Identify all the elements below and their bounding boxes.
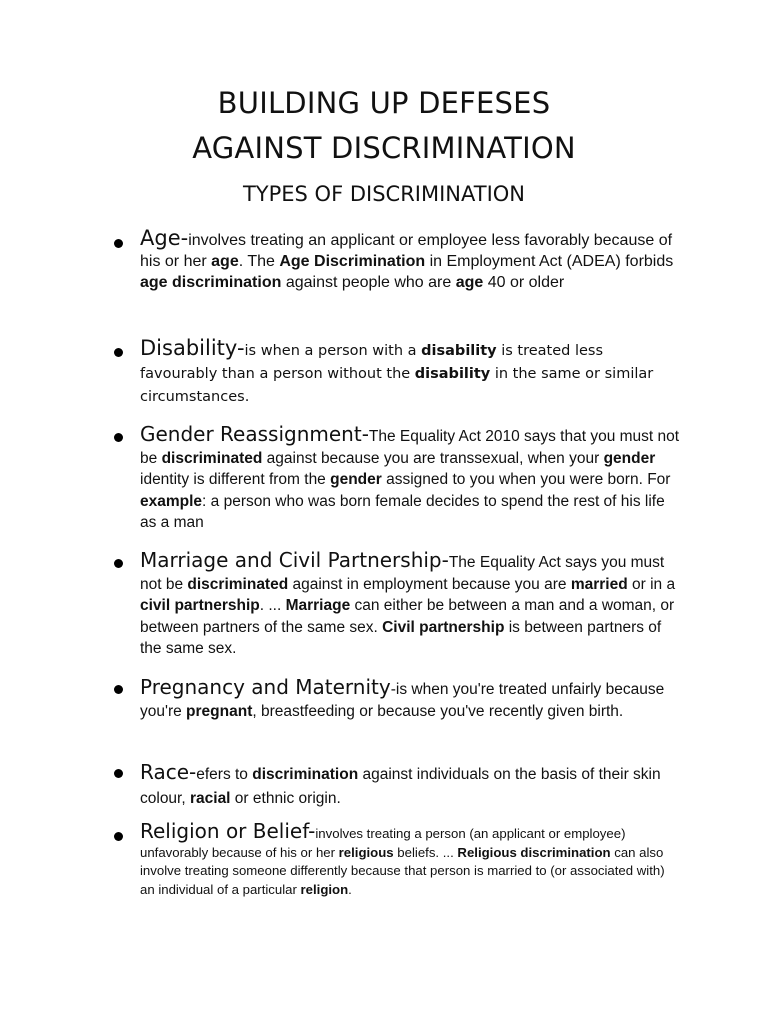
text-run: , breastfeeding or because you've recently given birth. [252,703,624,720]
item-body [140,766,661,807]
text-run: identity is different from the [140,471,331,488]
text-run: or ethnic origin. [230,790,341,807]
text-run: in Employment Act (ADEA) forbids [425,253,674,270]
item-heading: Age- [140,226,189,250]
bold-run: Marriage [285,597,351,614]
item-text [140,228,680,293]
text-run: efers to [196,766,253,783]
bold-run: discriminated [161,449,263,467]
item-heading: Disability- [140,336,245,360]
item-heading: Marriage and Civil Partnership- [140,548,449,572]
bullet-icon [114,348,123,357]
bold-run: racial [189,790,231,807]
text-run: against individuals on the basis of their skin colour, [140,766,661,807]
subtitle: TYPES OF DISCRIMINATION [242,182,526,206]
text-run: beliefs. ... [393,844,458,860]
title-line-2: AGAINST DISCRIMINATION [192,131,576,165]
text-run: can either be between a man and a woman, or between partners of the same sex. [140,597,675,636]
text-run: against because you are transsexual, when your [262,449,604,467]
bold-run: age discrimination [140,274,282,291]
bullet-icon [114,559,123,568]
item-text [140,337,680,409]
item-text [140,760,680,811]
bold-run: pregnant [186,703,253,720]
text-run: against in employment because you are [288,575,571,593]
bold-run: age [455,274,484,291]
item-text [140,424,680,534]
bold-run: gender [603,449,656,467]
item-heading: Gender Reassignment- [140,422,369,446]
text-run: 40 or older [483,274,565,291]
item-text [140,676,680,723]
bullet-icon [114,832,123,841]
bullet-icon [114,433,123,442]
text-run: . The [238,253,280,270]
text-run: : a person who was born female decides to spend the rest of his life as a man [140,492,665,531]
bold-run: example [140,492,203,510]
bold-run: Religious discrimination [457,844,611,860]
item-text [140,550,680,660]
item-heading: Religion or Belief- [140,819,316,843]
bullet-icon [114,239,123,248]
bold-run: married [570,575,628,593]
bold-run: religious [338,844,394,860]
bullet-icon [114,685,123,694]
text-run: . [348,881,352,897]
bold-run: discriminated [187,575,289,593]
bold-run: gender [330,471,382,488]
title-line-1: BUILDING UP DEFESES [217,86,551,120]
text-run: assigned to you when you were born. For [381,471,671,488]
item-heading: Pregnancy and Maternity [140,675,391,699]
bold-run: disability [421,343,497,359]
bold-run: discrimination [252,766,359,783]
text-run: in the same or similar circumstances. [140,366,654,405]
text-run: involves treating an applicant or employee less favorably because of his or her [140,232,673,270]
text-run: is when a person with a [244,343,422,359]
text-run: against people who are [281,274,456,291]
text-run: can also involve treating someone differently because that person is married to (or associated with) an individual of a particular [140,844,665,897]
text-run: The Equality Act says you must not be [140,554,665,593]
bold-run: disability [414,366,491,382]
text-run: The Equality Act 2010 says that you must not be [140,428,680,467]
bold-run: civil partnership [140,597,260,614]
text-run: . ... [259,597,286,614]
bold-run: religion [300,881,349,897]
text-run: is between partners of the same sex. [140,618,662,657]
item-text [140,819,680,899]
item-body [140,232,673,291]
text-run: or in a [627,575,676,593]
text-run: -is when you're treated unfairly because you're [140,681,665,720]
bold-run: Civil partnership [382,618,505,636]
text-run: is treated less favourably than a person without the [140,343,604,382]
bold-run: Age Discrimination [279,253,426,270]
bold-run: age [211,253,239,270]
text-run: involves treating a person (an applicant or employee) unfavorably because of his or her [140,826,626,860]
item-heading: Race- [140,760,197,784]
bullet-icon [114,769,123,778]
